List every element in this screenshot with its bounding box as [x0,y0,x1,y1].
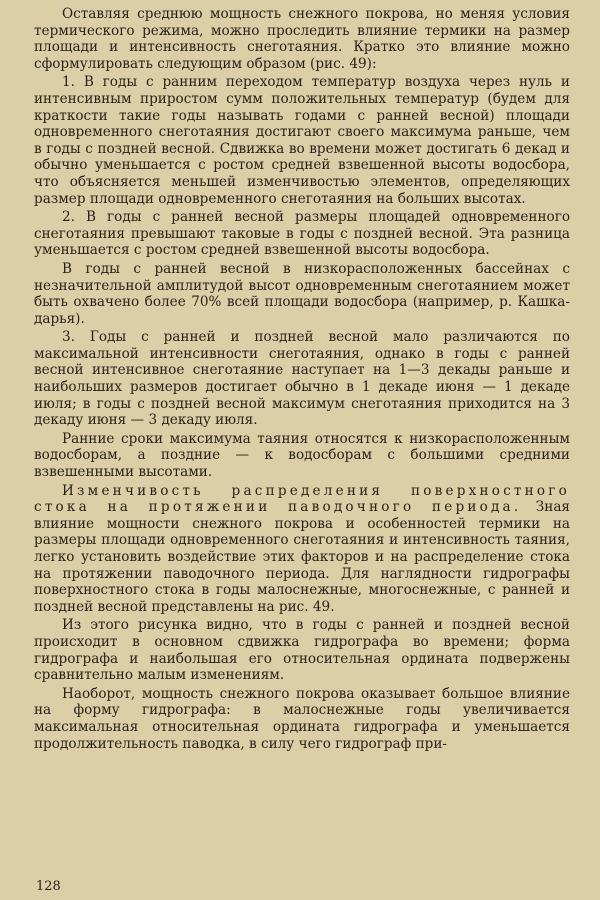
paragraph-intro: Оставляя среднюю мощность снежного покрова, но меняя условия термического режима, можно проследить влияние термики на размер площади и интенсивность снеготаяния. Кратко это влияние можно сформулировать следующим образом (рис. 49): [34,6,570,72]
paragraph-point-1: 1. В годы с ранним переходом температур воздуха через нуль и интенсивным приростом сумм положительных температур (будем для краткости такие годы называть годами с ранней весной) площади одновременного снеготаяния достигают своего максимума раньше, чем в годы с поздней весной. Сдвижка во времени может достигать 6 декад и обычно уменьшается с ростом средней взвешенной высоты водосбора, что объясняется меньшей изменчивостью элементов, определяющих размер площади одновременного снеготаяния на больших высотах. [34,74,570,207]
paragraph-low-basins: В годы с ранней весной в низкорасположенных бассейнах с незначительной амплитудой высот одновременным снеготаянием может быть охвачено более 70% всей площади водосбора (например, р. Кашка-дарья). [34,260,570,327]
paragraph-figure-observation: Из этого рисунка видно, что в годы с ранней и поздней весной происходит в основном сдвижка гидрографа во времени; форма гидрографа и наибольшая его относительная ордината подвержены сравнительно малым изменениям. [34,617,570,684]
page-number: 128 [36,879,61,894]
paragraph-runoff-body: Зная влияние мощности снежного покрова и особенностей термики на размеры площади одновременного снеготаяния и интенсивность таяния, легко установить воздействие этих факторов и на распределение стока на протяжении паводочного периода. Для наглядности гидрографы поверхностного стока в годы малоснежные, многоснежные, с ранней и поздней весной представлены на рис. 49. [34,499,570,615]
paragraph-point-3: 3. Годы с ранней и поздней весной мало различаются по максимальной интенсивности снеготаяния, однако в годы с ранней весной интенсивное снеготаяние наступает на 1—3 декады раньше и наибольших размеров достигает обычно в 1 декаде июня — 1 декаде июля; в годы с поздней весной максимум снеготаяния приходится на 3 декаду июня — 3 декаду июля. [34,329,570,429]
paragraph-runoff-variability [34,483,570,616]
paragraph-snow-depth-influence: Наоборот, мощность снежного покрова оказывает большое влияние на форму гидрографа: в малоснежные годы увеличивается максимальная относительная ордината гидрографа и уменьшается продолжительность паводка, в силу чего гидрограф при- [34,685,570,752]
paragraph-point-2: 2. В годы с ранней весной размеры площадей одновременного снеготаяния превышают таковые в годы с поздней весной. Эта разница уменьшается с ростом средней взвешенной высоты водосбора. [34,209,570,259]
paragraph-early-terms: Ранние сроки максимума таяния относятся к низкорасположенным водосборам, а поздние — к водосборам с большими средними взвешенными высотами. [34,430,570,481]
section-run-in-heading: Изменчивость распределения поверхностного стока на протяжении паводочного периода. [34,482,570,516]
